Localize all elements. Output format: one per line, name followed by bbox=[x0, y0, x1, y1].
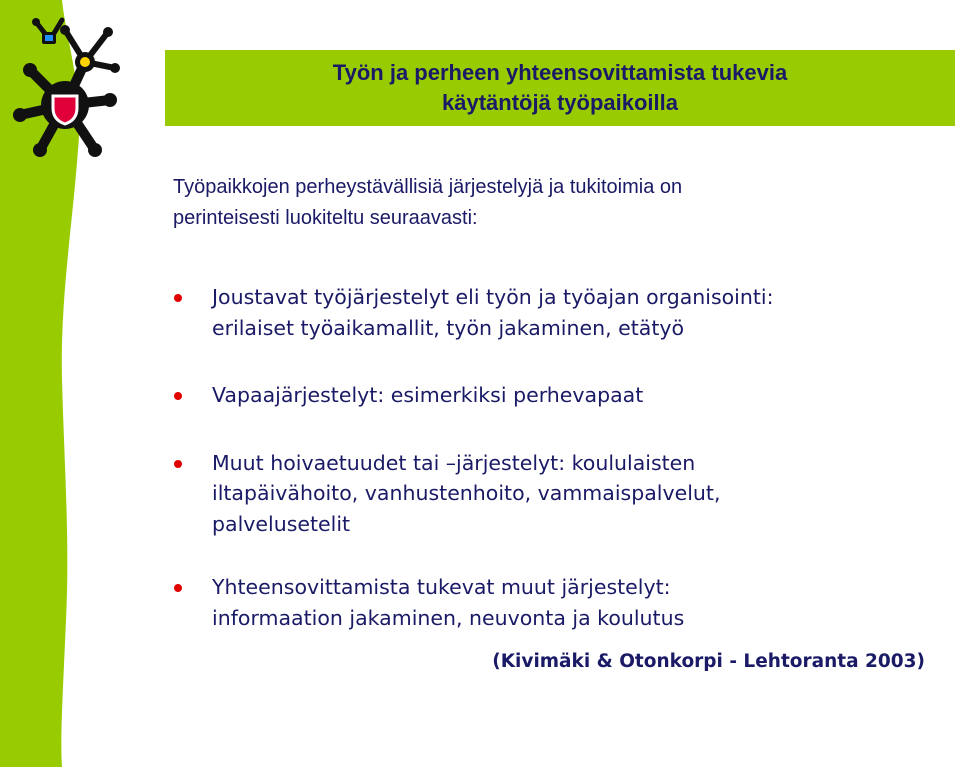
intro-paragraph bbox=[173, 172, 943, 234]
bullet-list bbox=[172, 282, 932, 633]
bullet-text-line: palvelusetelit bbox=[212, 511, 351, 536]
bullet-dot-icon bbox=[174, 392, 182, 400]
source-citation: (Kivimäki & Otonkorpi - Lehtoranta 2003) bbox=[492, 651, 925, 672]
bullet-text-line: Yhteensovittamista tukevat muut järjestelyt: bbox=[212, 575, 671, 599]
page-title bbox=[250, 58, 870, 118]
bullet-dot-icon bbox=[174, 460, 182, 468]
bullet-text-line: informaation jakaminen, neuvonta ja koulutus bbox=[212, 605, 685, 630]
list-item bbox=[172, 448, 932, 540]
intro-line-2: perinteisesti luokiteltu seuraavasti: bbox=[173, 207, 478, 229]
title-line-1: Työn ja perheen yhteensovittamista tukevia bbox=[332, 60, 788, 85]
bullet-text-line: iltapäivähoito, vanhustenhoito, vammaispalvelut, bbox=[212, 481, 721, 505]
intro-line-1: Työpaikkojen perheystävällisiä järjestelyjä ja tukitoimia on bbox=[173, 176, 683, 198]
list-item bbox=[172, 572, 932, 633]
bullet-dot-icon bbox=[174, 294, 182, 302]
title-banner bbox=[165, 50, 955, 126]
bullet-dot-icon bbox=[174, 584, 182, 592]
bullet-text-line: erilaiset työaikamallit, työn jakaminen, etätyö bbox=[212, 315, 685, 340]
title-line-2: käytäntöjä työpaikoilla bbox=[442, 90, 678, 115]
logo-figure-icon bbox=[0, 0, 140, 170]
bullet-text-line: Vapaajärjestelyt: esimerkiksi perhevapaat bbox=[212, 383, 644, 407]
list-item bbox=[172, 380, 932, 411]
bullet-text-line: Joustavat työjärjestelyt eli työn ja työajan organisointi: bbox=[212, 285, 774, 309]
list-item bbox=[172, 282, 932, 343]
bullet-text-line: Muut hoivaetuudet tai –järjestelyt: koululaisten bbox=[212, 450, 696, 475]
